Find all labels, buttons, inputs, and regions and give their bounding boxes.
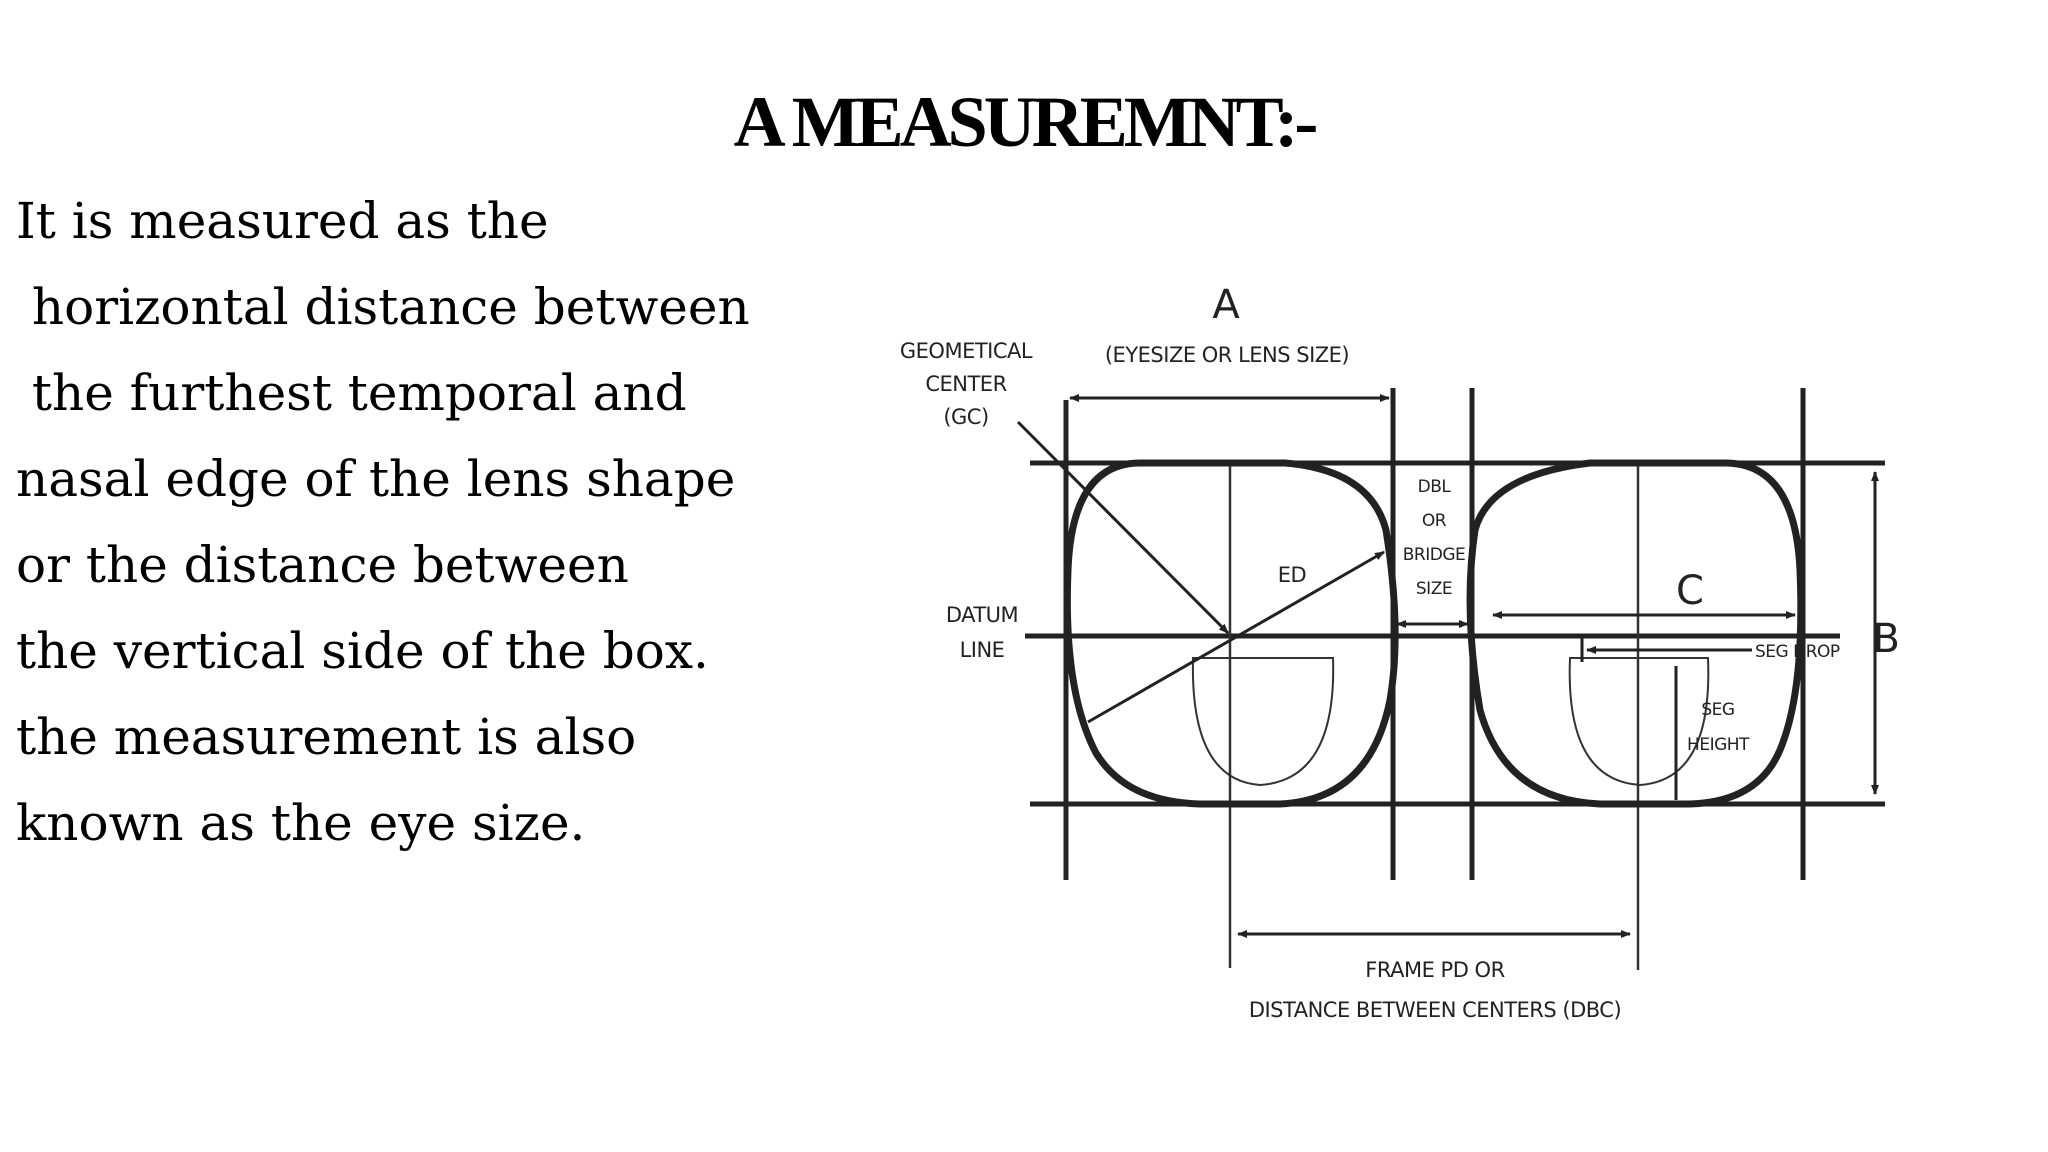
center-lines [1230, 463, 1638, 970]
body-line-7: the measurement is also [16, 708, 637, 766]
label-gc-3: (GC) [943, 405, 989, 429]
body-line-1: It is measured as the [16, 192, 549, 250]
label-dbl-3: BRIDGE [1402, 545, 1466, 565]
body-line-6: the vertical side of the box. [16, 622, 709, 680]
label-datum-2: LINE [959, 638, 1005, 662]
body-line-5: or the distance between [16, 536, 629, 594]
label-seg-drop: SEG DROP [1755, 642, 1840, 662]
label-dbl-1: DBL [1417, 477, 1451, 497]
body-line-3: the furthest temporal and [16, 364, 687, 422]
label-gc-2: CENTER [925, 372, 1007, 396]
label-frame-pd-2: DISTANCE BETWEEN CENTERS (DBC) [1248, 998, 1622, 1022]
label-gc-1: GEOMETICAL [900, 339, 1033, 363]
label-a: A [1212, 282, 1240, 328]
label-eyesize: (EYESIZE OR LENS SIZE) [1104, 343, 1350, 367]
gc-leader-line [1018, 422, 1228, 633]
label-dbl-4: SIZE [1415, 579, 1453, 599]
label-frame-pd-1: FRAME PD OR [1365, 958, 1505, 982]
label-b: B [1872, 616, 1900, 662]
body-text [16, 178, 776, 866]
lens-measurement-diagram [900, 270, 1900, 1050]
label-dbl-2: OR [1421, 511, 1447, 531]
label-datum-1: DATUM [945, 603, 1019, 627]
left-bifocal-segment [1193, 658, 1333, 785]
slide-title: A MEASUREMNT:- [733, 82, 1315, 162]
label-ed: ED [1277, 563, 1307, 587]
label-c: C [1676, 568, 1704, 614]
body-line-8: known as the eye size. [16, 794, 586, 852]
label-seg-height-1: SEG [1701, 700, 1735, 720]
body-line-2: horizontal distance between [16, 278, 750, 336]
label-seg-height-2: HEIGHT [1687, 735, 1749, 755]
body-line-4: nasal edge of the lens shape [16, 450, 736, 508]
